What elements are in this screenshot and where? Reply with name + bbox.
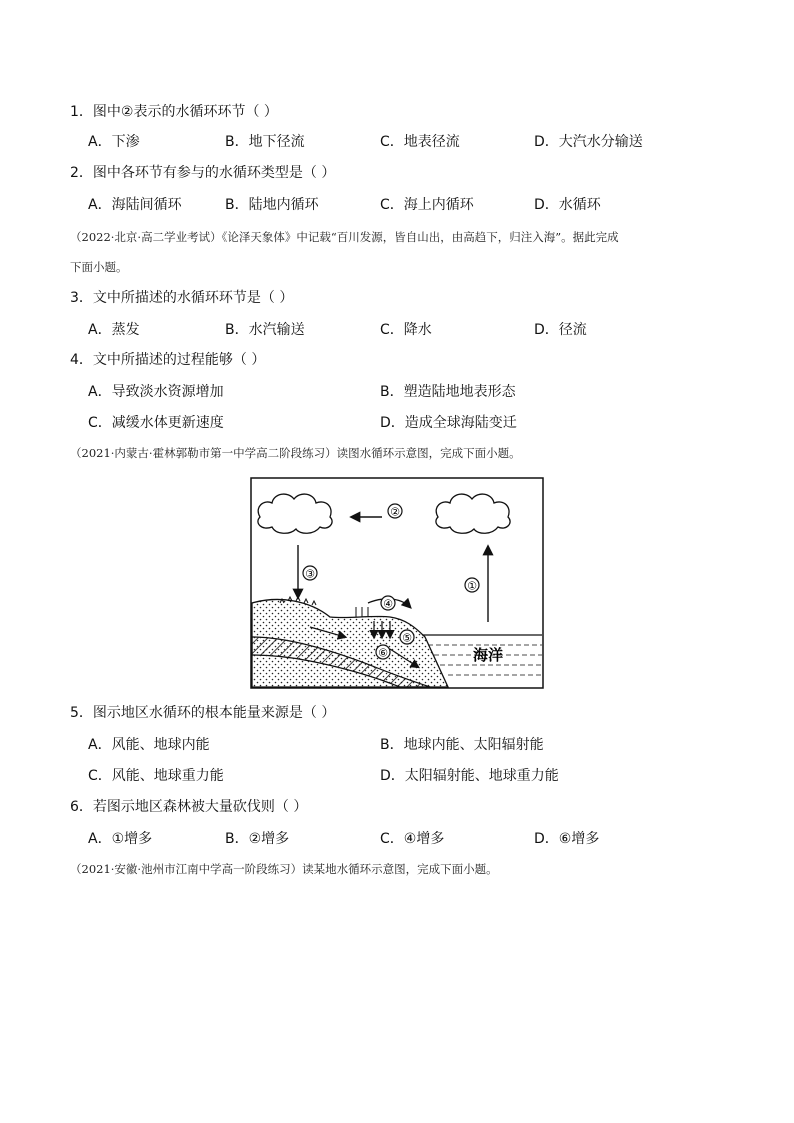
question-4-stem: 4．文中所描述的过程能够（ ） <box>70 352 266 368</box>
question-2-option-a[interactable]: A．海陆间循环 <box>88 197 182 213</box>
question-4-option-d[interactable]: D．造成全球海陆变迁 <box>380 415 517 431</box>
label-2: ② <box>390 505 400 519</box>
label-6: ⑥ <box>378 646 388 660</box>
source-note-3: （2021·安徽·池州市江南中学高一阶段练习）读某地水循环示意图，完成下面小题。 <box>70 862 498 876</box>
source-note-1-line-2: 下面小题。 <box>70 260 128 274</box>
source-note-1 <box>70 227 730 277</box>
question-5-option-c[interactable]: C．风能、地球重力能 <box>88 768 224 784</box>
question-3-option-a[interactable]: A．蒸发 <box>88 322 140 338</box>
question-1-option-d[interactable]: D．大汽水分输送 <box>534 134 643 150</box>
water-cycle-diagram <box>250 477 545 690</box>
question-1-option-c[interactable]: C．地表径流 <box>380 134 460 150</box>
question-5-option-d[interactable]: D．太阳辐射能、地球重力能 <box>380 768 559 784</box>
source-note-1-line-1: （2022·北京·高二学业考试）《论泽天象体》中记载“百川发源，皆自山出，由高趋下，归注入海”。据此完成 <box>70 230 619 244</box>
question-6-option-c[interactable]: C．④增多 <box>380 831 445 847</box>
question-2-option-c[interactable]: C．海上内循环 <box>380 197 474 213</box>
source-note-2: （2021·内蒙古·霍林郭勒市第一中学高二阶段练习）读图水循环示意图，完成下面小题。 <box>70 446 521 460</box>
question-4-option-c[interactable]: C．减缓水体更新速度 <box>88 415 224 431</box>
question-5-option-a[interactable]: A．风能、地球内能 <box>88 737 210 753</box>
question-3-option-c[interactable]: C．降水 <box>380 322 432 338</box>
question-6-option-b[interactable]: B．②增多 <box>225 831 290 847</box>
question-1-option-b[interactable]: B．地下径流 <box>225 134 305 150</box>
question-6-option-d[interactable]: D．⑥增多 <box>534 831 600 847</box>
question-5-option-b[interactable]: B．地球内能、太阳辐射能 <box>380 737 544 753</box>
question-3-stem: 3．文中所描述的水循环环节是（ ） <box>70 290 294 306</box>
question-2-option-d[interactable]: D．水循环 <box>534 197 601 213</box>
label-1: ① <box>467 579 477 593</box>
question-4-option-b[interactable]: B．塑造陆地地表形态 <box>380 384 516 400</box>
label-4: ④ <box>383 597 393 611</box>
question-3-option-b[interactable]: B．水汽输送 <box>225 322 305 338</box>
ocean-label: 海洋 <box>472 646 504 664</box>
question-4-option-a[interactable]: A．导致淡水资源增加 <box>88 384 224 400</box>
label-5: ⑤ <box>402 631 412 645</box>
question-2-stem: 2．图中各环节有参与的水循环类型是（ ） <box>70 165 336 181</box>
question-6-option-a[interactable]: A．①增多 <box>88 831 153 847</box>
question-6-stem: 6．若图示地区森林被大量砍伐则（ ） <box>70 799 308 815</box>
question-5-stem: 5．图示地区水循环的根本能量来源是（ ） <box>70 705 336 721</box>
question-1-option-a[interactable]: A．下渗 <box>88 134 140 150</box>
question-2-option-b[interactable]: B．陆地内循环 <box>225 197 319 213</box>
question-3-option-d[interactable]: D．径流 <box>534 322 587 338</box>
question-1-stem: 1．图中②表示的水循环环节（ ） <box>70 104 278 120</box>
label-3: ③ <box>305 567 315 581</box>
